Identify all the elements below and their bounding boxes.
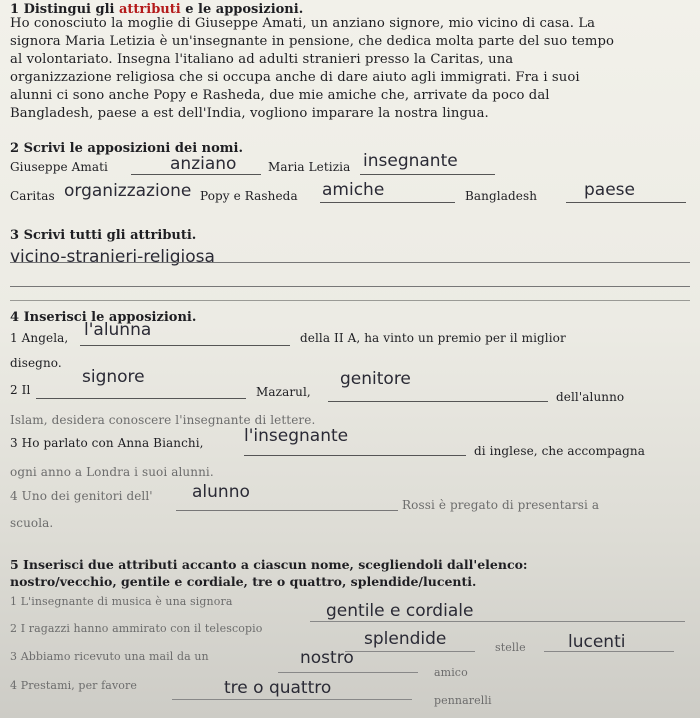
ex4-s3-blank <box>244 455 466 456</box>
ex1-title-suffix: e le apposizioni. <box>180 2 304 17</box>
ex4-s2-mid: Mazarul, <box>256 385 311 399</box>
ex4-s1-blank <box>80 345 290 346</box>
ex4-s4-cont: scuola. <box>10 516 54 530</box>
ex5-r3-text: 3 Abbiamo ricevuto una mail da un <box>10 650 209 663</box>
section-divider <box>10 300 690 301</box>
ex5-r4-blank <box>172 699 412 700</box>
ex3-title: 3 Scrivi tutti gli attributi. <box>10 228 197 243</box>
ex2-answer-1: anziano <box>170 154 237 174</box>
ex5-title-1: 5 Inserisci due attributi accanto a ciascun nome, scegliendoli dall'elenco: <box>10 557 528 572</box>
ex2-label-2: Maria Letizia <box>268 160 351 174</box>
ex5-r3-answer: nostro <box>300 648 354 668</box>
ex5-r1-blank <box>310 621 685 622</box>
ex2-label-1: Giuseppe Amati <box>10 160 108 174</box>
ex4-s1-cont: disegno. <box>10 356 62 370</box>
ex5-r1-answer: gentile e cordiale <box>326 601 474 621</box>
ex2-answer-3: organizzazione <box>64 181 192 201</box>
ex1-title-highlight: attributi <box>119 2 181 17</box>
ex4-s2-cont: Islam, desidera conoscere l'insegnante di lettere. <box>10 413 316 427</box>
ex5-r2-answer-2: lucenti <box>568 632 626 652</box>
ex4-s2-blank-1 <box>36 398 246 399</box>
ex4-s3-end: di inglese, che accompagna <box>474 444 645 458</box>
ex5-r4-answer: tre o quattro <box>224 678 332 698</box>
ex3-line-1 <box>10 262 690 263</box>
ex4-s2-start: 2 Il <box>10 383 31 397</box>
ex4-s4-answer: alunno <box>192 482 250 502</box>
ex2-blank-2 <box>360 174 495 175</box>
ex4-s1-start: 1 Angela, <box>10 331 69 345</box>
ex1-title <box>10 2 303 17</box>
ex4-s2-answer-2: genitore <box>340 369 411 389</box>
ex4-title: 4 Inserisci le apposizioni. <box>10 310 197 325</box>
ex5-r4-text: 4 Prestami, per favore <box>10 679 137 692</box>
ex4-s4-blank <box>176 510 398 511</box>
ex5-r2-answer-1: splendide <box>364 629 447 649</box>
ex2-label-5: Bangladesh <box>465 189 538 203</box>
ex1-line-3: al volontariato. Insegna l'italiano ad adulti stranieri presso la Caritas, una <box>10 52 514 67</box>
ex3-answer: vicino-stranieri-religiosa <box>10 247 215 267</box>
ex2-answer-2: insegnante <box>363 151 458 171</box>
ex5-title-2: nostro/vecchio, gentile e cordiale, tre o quattro, splendide/lucenti. <box>10 574 477 589</box>
ex4-s3-start: 3 Ho parlato con Anna Bianchi, <box>10 436 204 450</box>
ex2-title: 2 Scrivi le apposizioni dei nomi. <box>10 141 244 156</box>
ex3-line-2 <box>10 286 690 287</box>
ex2-blank-1 <box>131 174 261 175</box>
ex4-s4-start: 4 Uno dei genitori dell' <box>10 489 153 503</box>
ex4-s4-end: Rossi è pregato di presentarsi a <box>402 498 600 512</box>
ex2-blank-4 <box>320 202 455 203</box>
ex5-r3-end: amico <box>434 666 468 679</box>
ex4-s1-answer: l'alunna <box>84 320 152 340</box>
ex1-line-2: signora Maria Letizia è un'insegnante in pensione, che dedica molta parte del suo tempo <box>10 34 615 49</box>
ex2-answer-4: amiche <box>322 180 385 200</box>
ex1-title-prefix: 1 Distingui gli <box>10 2 119 17</box>
ex1-line-5: alunni ci sono anche Popy e Rasheda, due mie amiche che, arrivate da poco dal <box>10 88 550 103</box>
ex1-line-6: Bangladesh, paese a est dell'India, vogliono imparare la nostra lingua. <box>10 106 489 121</box>
ex2-label-3: Caritas <box>10 189 55 203</box>
ex2-answer-5: paese <box>584 180 635 200</box>
ex4-s2-blank-2 <box>328 401 548 402</box>
ex4-s3-answer: l'insegnante <box>244 426 349 446</box>
ex4-s3-cont: ogni anno a Londra i suoi alunni. <box>10 465 214 479</box>
ex1-line-1: Ho conosciuto la moglie di Giuseppe Amati, un anziano signore, mio vicino di casa. La <box>10 16 596 31</box>
ex5-r2-blank-1 <box>345 651 475 652</box>
ex2-blank-5 <box>566 202 686 203</box>
ex5-r4-end: pennarelli <box>434 694 492 707</box>
ex4-s2-answer-1: signore <box>82 367 145 387</box>
ex4-s2-end: dell'alunno <box>556 390 625 404</box>
ex4-s1-end: della II A, ha vinto un premio per il miglior <box>300 331 566 345</box>
ex5-r2-mid: stelle <box>495 641 526 654</box>
ex5-r3-blank <box>278 672 418 673</box>
ex5-r1-text: 1 L'insegnante di musica è una signora <box>10 595 233 608</box>
ex1-line-4: organizzazione religiosa che si occupa anche di dare aiuto agli immigrati. Fra i suoi <box>10 70 580 85</box>
ex2-label-4: Popy e Rasheda <box>200 189 298 203</box>
ex5-r2-text: 2 I ragazzi hanno ammirato con il telescopio <box>10 622 263 635</box>
